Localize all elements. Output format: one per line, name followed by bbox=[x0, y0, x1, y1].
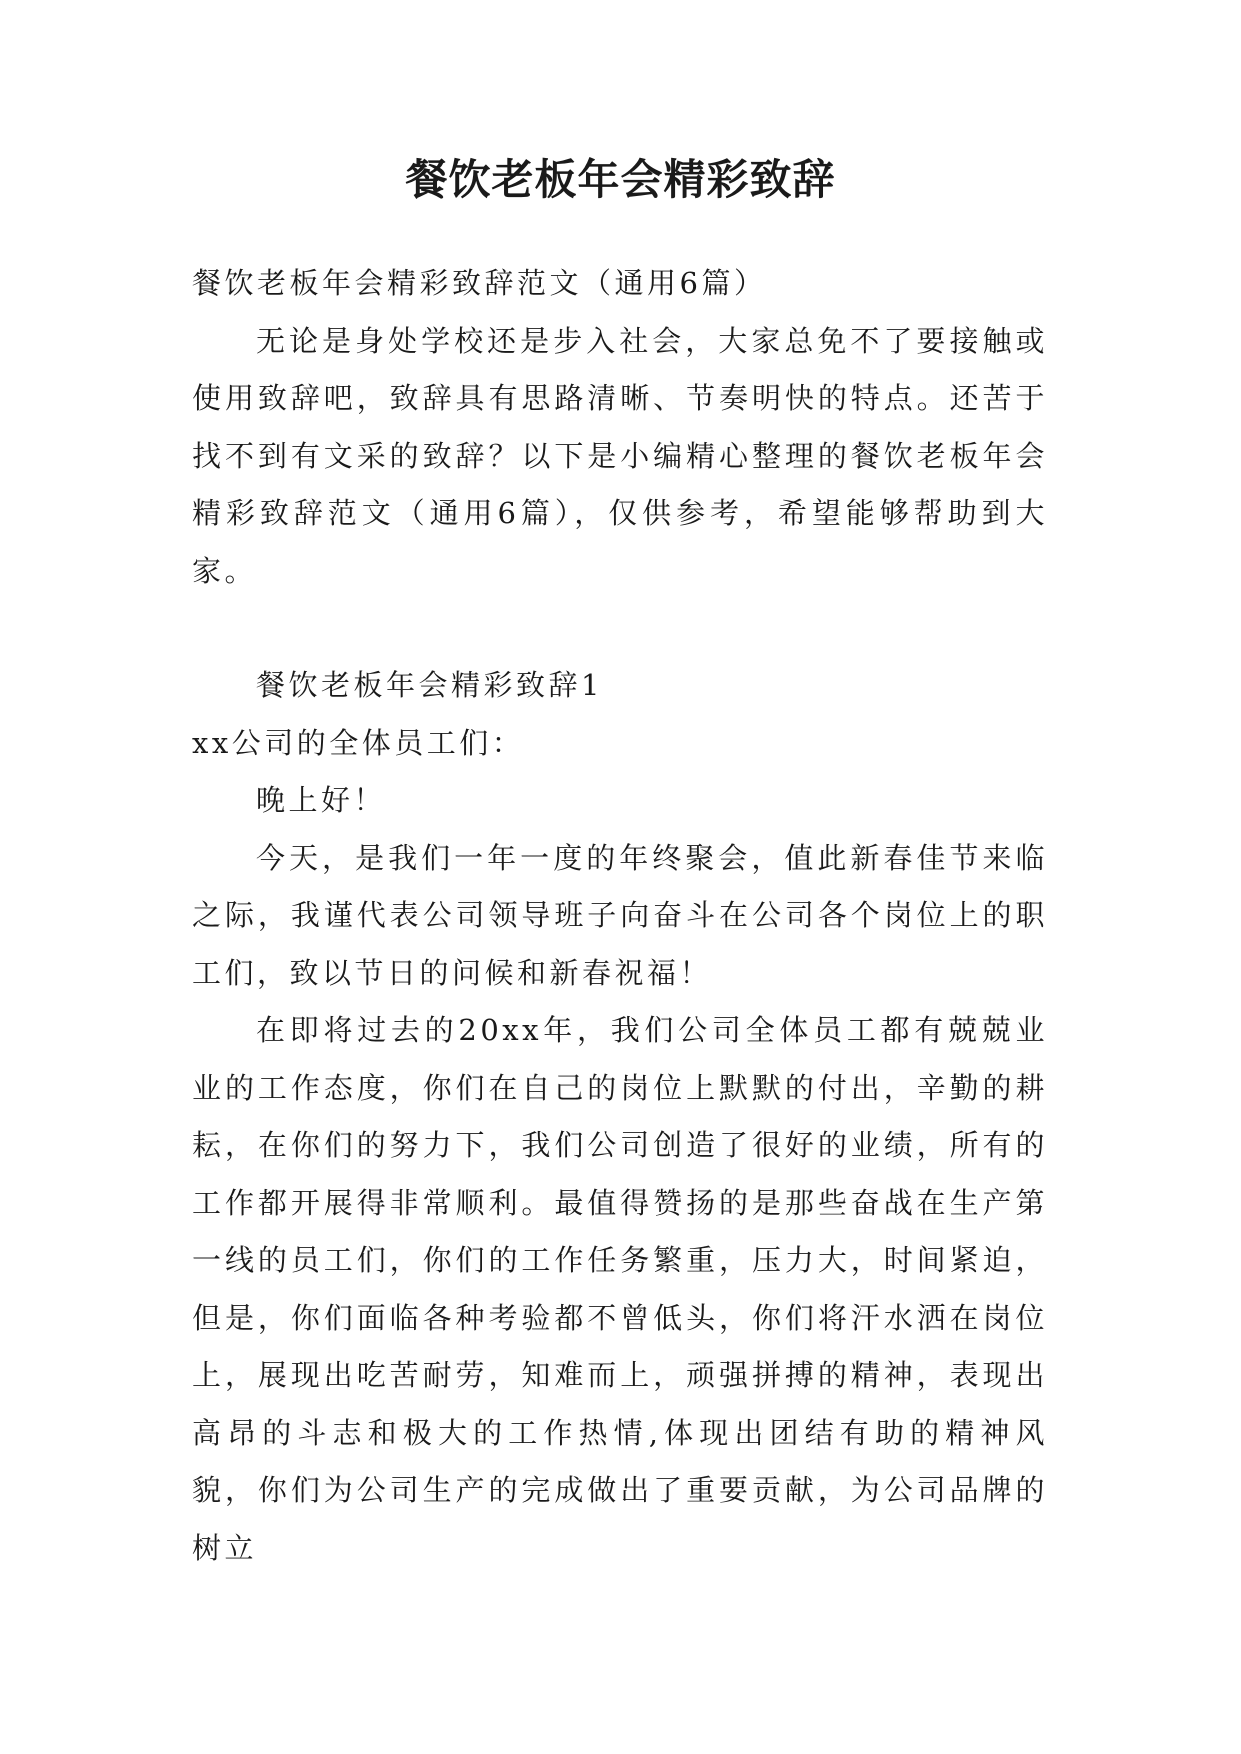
subtitle-paragraph: 餐饮老板年会精彩致辞范文（通用6篇） bbox=[192, 266, 767, 300]
intro-paragraph: 无论是身处学校还是步入社会，大家总免不了要接触或使用致辞吧，致辞具有思路清晰、节奏明快的特点。还苦于找不到有文采的致辞？以下是小编精心整理的餐饮老板年会精彩致辞范文（通用6篇），仅供参考，希望能够帮助到大家。 bbox=[192, 323, 1048, 588]
salutation: xx公司的全体员工们： bbox=[192, 725, 525, 760]
body-paragraph: 今天，是我们一年一度的年终聚会，值此新春佳节来临之际，我谨代表公司领导班子向奋斗在公司各个岗位上的职工们，致以节日的问候和新春祝福！ bbox=[192, 840, 1048, 990]
section-spacer bbox=[192, 600, 1048, 657]
section-heading: 餐饮老板年会精彩致辞1 bbox=[256, 668, 603, 702]
document-body bbox=[192, 255, 1048, 1577]
document-title: 餐饮老板年会精彩致辞 bbox=[405, 155, 836, 204]
greeting: 晚上好！ bbox=[256, 783, 387, 817]
body-paragraph: 在即将过去的20xx年，我们公司全体员工都有兢兢业业的工作态度，你们在自己的岗位上默默的付出，辛勤的耕耘，在你们的努力下，我们公司创造了很好的业绩，所有的工作都开展得非常顺利。最值得赞扬的是那些奋战在生产第一线的员工们，你们的工作任务繁重，压力大，时间紧迫，但是，你们面临各种考验都不曾低头，你们将汗水洒在岗位上，展现出吃苦耐劳，知难而上，顽强拼搏的精神，表现出高昂的斗志和极大的工作热情,体现出团结有助的精神风貌，你们为公司生产的完成做出了重要贡献，为公司品牌的树立 bbox=[192, 1013, 1048, 1565]
